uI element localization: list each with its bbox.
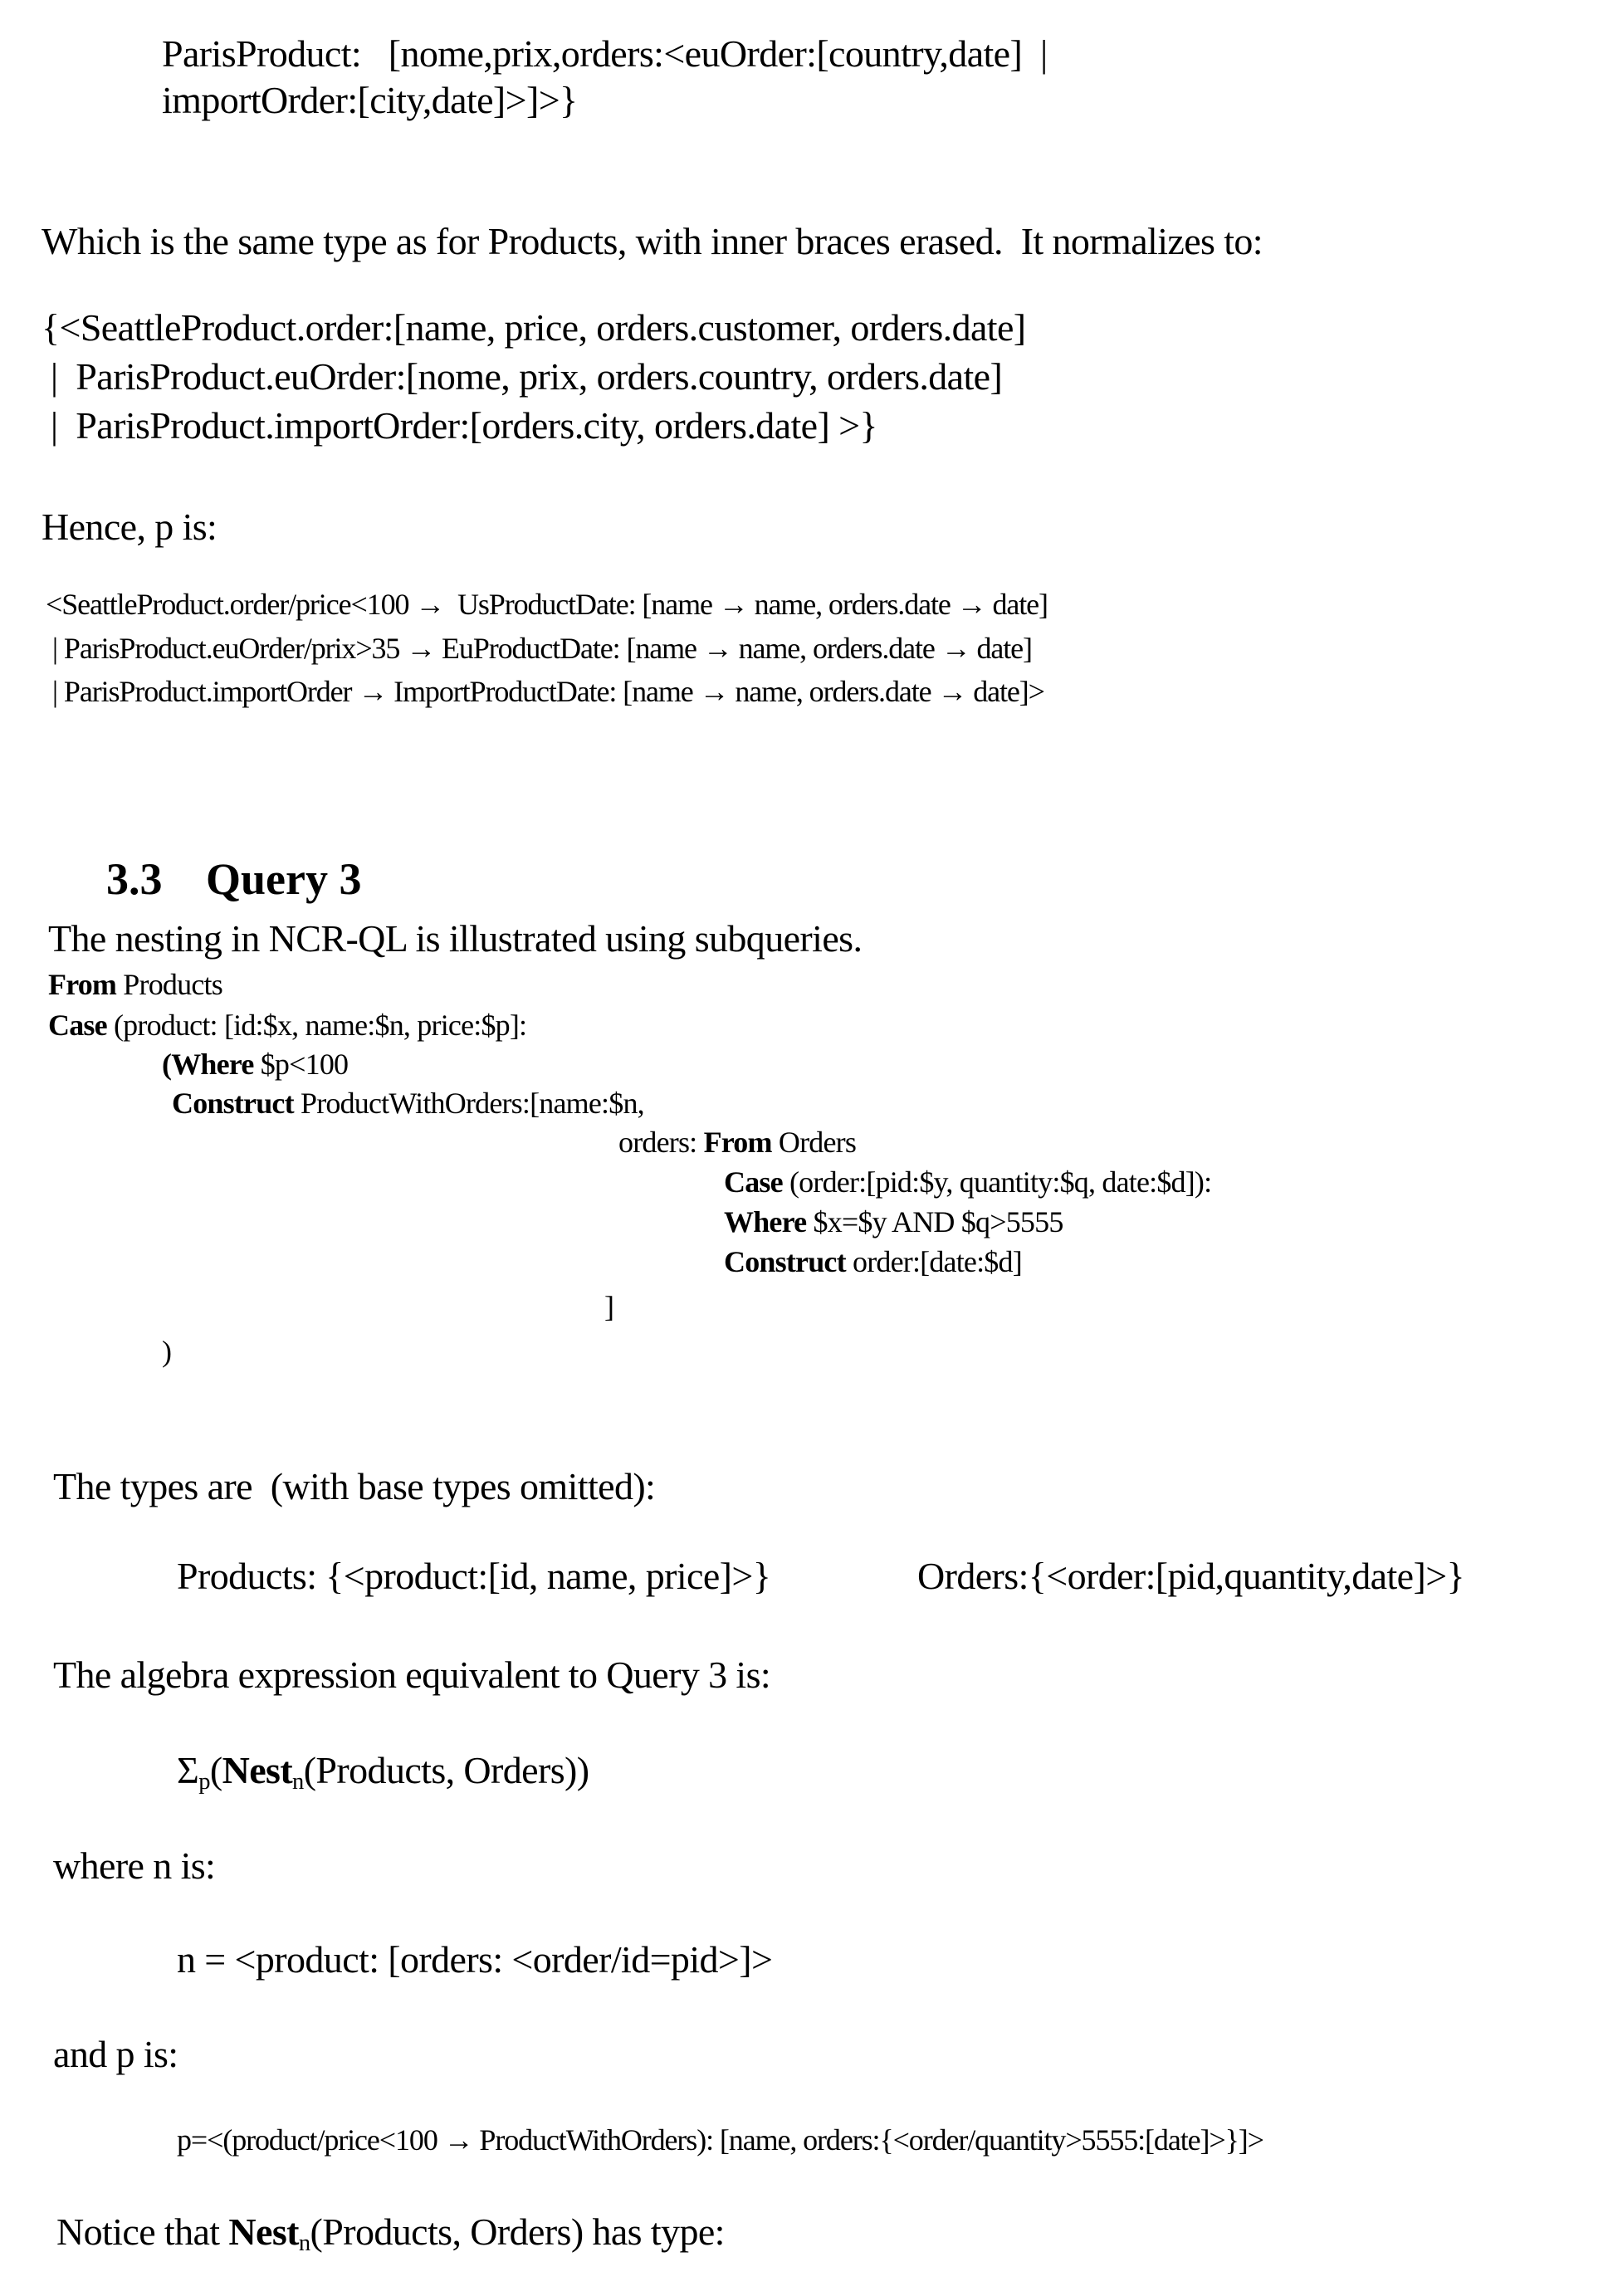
sub-where-condition: $x=$y AND $q>5555: [806, 1205, 1063, 1238]
keyword-construct: Construct: [172, 1087, 294, 1120]
keyword-case: Case: [48, 1009, 107, 1042]
types-intro: The types are (with base types omitted):: [53, 1465, 656, 1507]
keyword-sub-case: Case: [724, 1165, 783, 1199]
type-orders: Orders:{<order:[pid,quantity,date]>}: [917, 1555, 1465, 1597]
keyword-from: From: [48, 968, 117, 1001]
query-close-bracket: ]: [604, 1290, 614, 1323]
keyword-where: Where: [171, 1048, 254, 1081]
query-line-sub-where: [724, 1207, 1063, 1237]
paragraph-same-type: Which is the same type as for Products, with inner braces erased. It normalizes to:: [42, 220, 1263, 262]
p2-expression: p=<(product/price<100 → ProductWithOrders): [name, orders:{<order/quantity>5555:[date]>}]>: [177, 2123, 1263, 2157]
query-line-construct: [172, 1088, 644, 1118]
sub-from-source: Orders: [771, 1126, 857, 1159]
keyword-sub-where: Where: [724, 1205, 807, 1238]
normalized-line: | ParisProduct.importOrder:[orders.city, orders.date] >}: [42, 404, 877, 447]
algebra-intro: The algebra expression equivalent to Query 3 is:: [53, 1654, 771, 1696]
notice-suffix: (Products, Orders) has type:: [310, 2211, 725, 2253]
type-line-paris-product-1: ParisProduct: [nome,prix,orders:<euOrder:[country,date] |: [162, 32, 1048, 75]
open-paren: (: [162, 1048, 172, 1081]
section-heading: [106, 854, 362, 904]
construct-expression: ProductWithOrders:[name:$n,: [293, 1087, 644, 1120]
where-condition: $p<100: [253, 1048, 349, 1081]
query-line-sub-construct: [724, 1247, 1022, 1277]
p-expression-line: <SeattleProduct.order/price<100 → UsProductDate: [name → name, orders.date → date]: [46, 588, 1048, 621]
p-expression-line: | ParisProduct.importOrder → ImportProductDate: [name → name, orders.date → date]>: [46, 675, 1044, 708]
nest-subscript: n: [292, 1769, 304, 1795]
case-pattern: (product: [id:$x, name:$n, price:$p]:: [106, 1009, 527, 1042]
hence-p-label: Hence, p is:: [42, 506, 217, 548]
normalized-line: | ParisProduct.euOrder:[nome, prix, orders.country, orders.date]: [42, 355, 1003, 398]
nest-operator: Nest: [228, 2211, 299, 2253]
sub-case-pattern: (order:[pid:$y, quantity:$q, date:$d]):: [782, 1165, 1212, 1199]
section-intro: The nesting in NCR-QL is illustrated using subqueries.: [48, 917, 863, 960]
open-paren: (: [209, 1749, 222, 1791]
sigma-symbol: Σ: [177, 1749, 199, 1791]
from-source: Products: [116, 968, 222, 1001]
query-line-case: [48, 1010, 526, 1040]
keyword-sub-construct: Construct: [724, 1245, 846, 1278]
query-line-where: [162, 1049, 348, 1079]
p-expression-line: | ParisProduct.euOrder/prix>35 → EuProductDate: [name → name, orders.date → date]: [46, 632, 1032, 665]
normalized-line: {<SeattleProduct.order:[name, price, orders.customer, orders.date]: [42, 306, 1026, 349]
nest-subscript: n: [298, 2230, 310, 2257]
where-n-label: where n is:: [53, 1844, 216, 1887]
query-line-sub-case: [724, 1167, 1211, 1197]
orders-label: orders:: [618, 1126, 704, 1159]
sigma-subscript: p: [198, 1769, 210, 1795]
keyword-sub-from: From: [703, 1126, 772, 1159]
type-products: Products: {<product:[id, name, price]>}: [177, 1555, 771, 1597]
query-close-paren: ): [162, 1335, 172, 1368]
type-line-paris-product-2: importOrder:[city,date]>]>}: [162, 79, 578, 121]
nest-arguments: (Products, Orders)): [303, 1749, 589, 1791]
query-line-orders: [618, 1127, 856, 1157]
and-p-label: and p is:: [53, 2033, 178, 2075]
notice-sentence: [56, 2211, 725, 2257]
sub-construct-expression: order:[date:$d]: [845, 1245, 1022, 1278]
n-expression: n = <product: [orders: <order/id=pid>]>: [177, 1938, 773, 1981]
query-line-from: [48, 970, 222, 999]
section-title: Query 3: [206, 854, 362, 904]
notice-prefix: Notice that: [56, 2211, 229, 2253]
algebra-expression: [177, 1749, 589, 1795]
section-number: 3.3: [106, 854, 163, 904]
nest-operator: Nest: [222, 1749, 293, 1791]
